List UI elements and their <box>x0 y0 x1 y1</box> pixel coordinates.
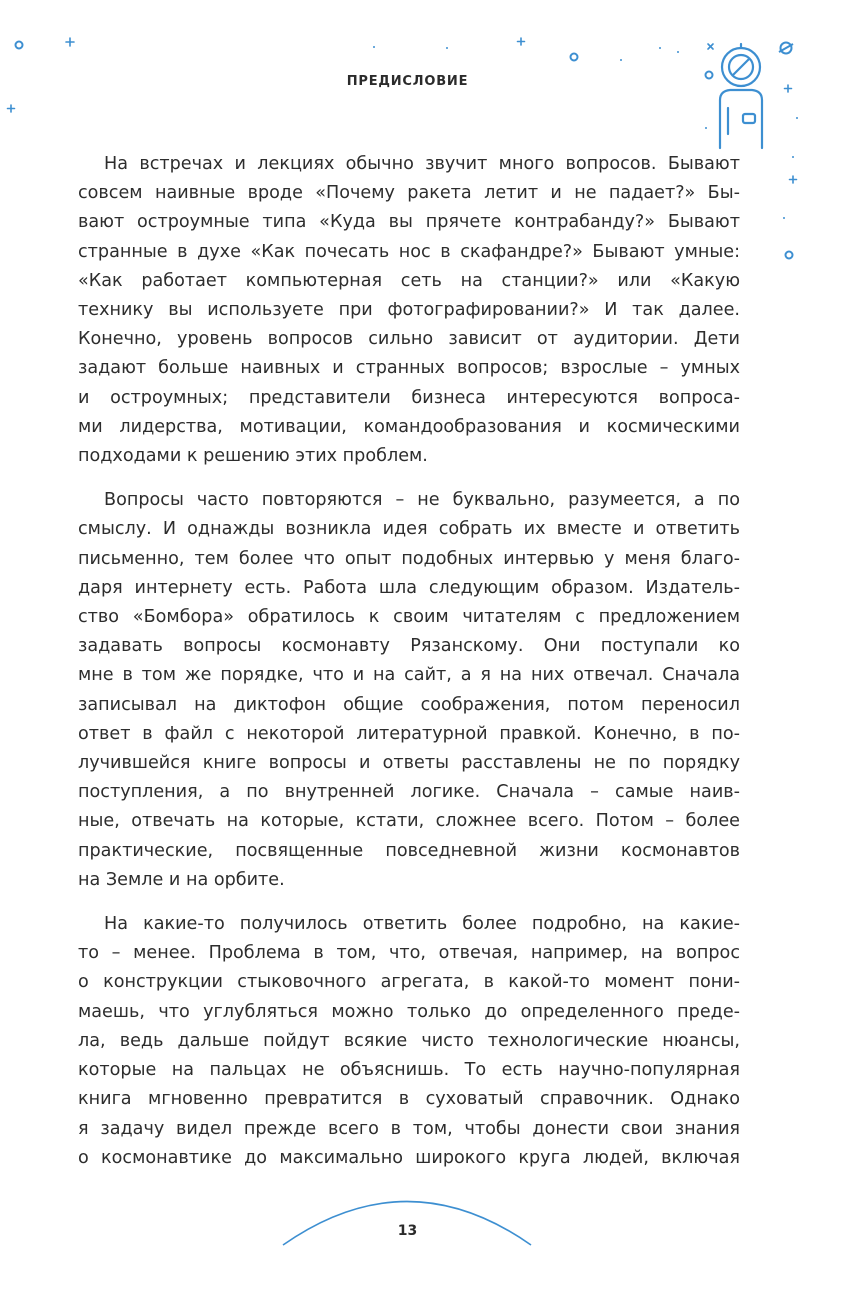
plus-star-icon <box>518 38 525 45</box>
dot-star-icon <box>705 127 707 129</box>
text-line: Конечно, уровень вопросов сильно зависит от аудитории. Дети <box>78 329 740 350</box>
text-line: задают больше наивных и странных вопросов; взрослые – умных <box>78 358 740 379</box>
running-header: ПРЕДИСЛОВИЕ <box>346 74 469 89</box>
text-line: даря интернету есть. Работа шла следующим образом. Издатель- <box>78 577 740 598</box>
text-line: ство «Бомбора» обратилось к своим читателям с предложением <box>78 607 740 628</box>
planet-icon <box>779 43 793 54</box>
text-line: На какие-то получилось ответить более подробно, на какие- <box>104 914 740 935</box>
dot-star-icon <box>792 156 794 158</box>
text-line: мне в том же порядке, что и на сайт, а я на них отвечал. Сначала <box>78 665 740 686</box>
text-line: я задачу видел прежде всего в том, чтобы донести свои знания <box>78 1118 740 1139</box>
plus-star-icon <box>8 105 15 112</box>
paragraph-3 <box>78 910 740 1173</box>
text-line: «Как работает компьютерная сеть на станции?» или «Какую <box>78 270 740 291</box>
dot-star-icon <box>373 46 375 48</box>
text-line: о космонавтике до максимально широкого круга людей, включая <box>78 1147 740 1168</box>
text-line: и остроумных; представители бизнеса интересуются вопроса- <box>78 387 740 408</box>
text-line: практические, посвященные повседневной жизни космонавтов <box>78 840 740 861</box>
text-line: которые на пальцах не объяснишь. То есть научно-популярная <box>78 1060 740 1081</box>
dot-star-icon <box>620 59 622 61</box>
text-line: технику вы используете при фотографировании?» И так далее. <box>78 300 740 321</box>
text-line: На встречах и лекциях обычно звучит много вопросов. Бывают <box>104 154 740 174</box>
cross-star-icon <box>708 44 713 49</box>
text-line: о конструкции стыковочного агрегата, в какой-то момент пони- <box>78 972 740 993</box>
dot-star-icon <box>677 51 679 53</box>
text-line: записывал на диктофон общие соображения, потом переносил <box>78 694 740 715</box>
plus-star-icon <box>790 176 797 183</box>
astronaut-icon <box>720 44 762 148</box>
text-line: смыслу. И однажды возникла идея собрать их вместе и ответить <box>78 519 740 540</box>
text-line: лучившейся книге вопросы и ответы расставлены не по порядку <box>78 753 740 774</box>
circle-star-icon <box>16 42 23 49</box>
text-line: ные, отвечать на которые, кстати, сложнее всего. Потом – более <box>78 811 740 832</box>
text-line: на Земле и на орбите. <box>78 869 285 890</box>
dot-star-icon <box>446 47 448 49</box>
text-line: странные в духе «Как почесать нос в скафандре?» Бывают умные: <box>78 241 740 262</box>
dot-star-icon <box>659 47 661 49</box>
body-text <box>78 150 740 1188</box>
text-line: ответ в файл с некоторой литературной правкой. Конечно, в по- <box>78 723 740 744</box>
text-line: поступления, а по внутренней логике. Сначала – самые наив- <box>78 782 740 803</box>
page-number: 13 <box>397 1223 418 1239</box>
text-line: Вопросы часто повторяются – не буквально, разумеется, а по <box>104 490 740 511</box>
text-line: книга мгновенно превратится в суховатый справочник. Однако <box>78 1089 740 1110</box>
circle-star-icon <box>571 54 578 61</box>
paragraph-2 <box>78 486 740 895</box>
text-line: письменно, тем более что опыт подобных интервью у меня благо- <box>78 548 740 569</box>
text-line: вают остроумные типа «Куда вы прячете контрабанду?» Бывают <box>78 212 740 233</box>
dot-star-icon <box>796 117 798 119</box>
text-line: то – менее. Проблема в том, что, отвечая, например, на вопрос <box>78 943 740 964</box>
plus-star-icon <box>66 38 74 46</box>
text-line: задавать вопросы космонавту Рязанскому. Они поступали ко <box>78 636 740 657</box>
circle-star-icon <box>786 252 793 259</box>
text-line: маешь, что углубляться можно только до определенного преде- <box>78 1001 740 1022</box>
paragraph-1 <box>78 150 740 471</box>
text-line: подходами к решению этих проблем. <box>78 446 428 467</box>
text-line: ла, ведь дальше пойдут всякие чисто технологические нюансы, <box>78 1030 740 1051</box>
dot-star-icon <box>783 217 785 219</box>
text-line: ми лидерства, мотивации, командообразования и космическими <box>78 416 740 437</box>
text-line: совсем наивные вроде «Почему ракета летит и не падает?» Бы- <box>78 183 740 204</box>
